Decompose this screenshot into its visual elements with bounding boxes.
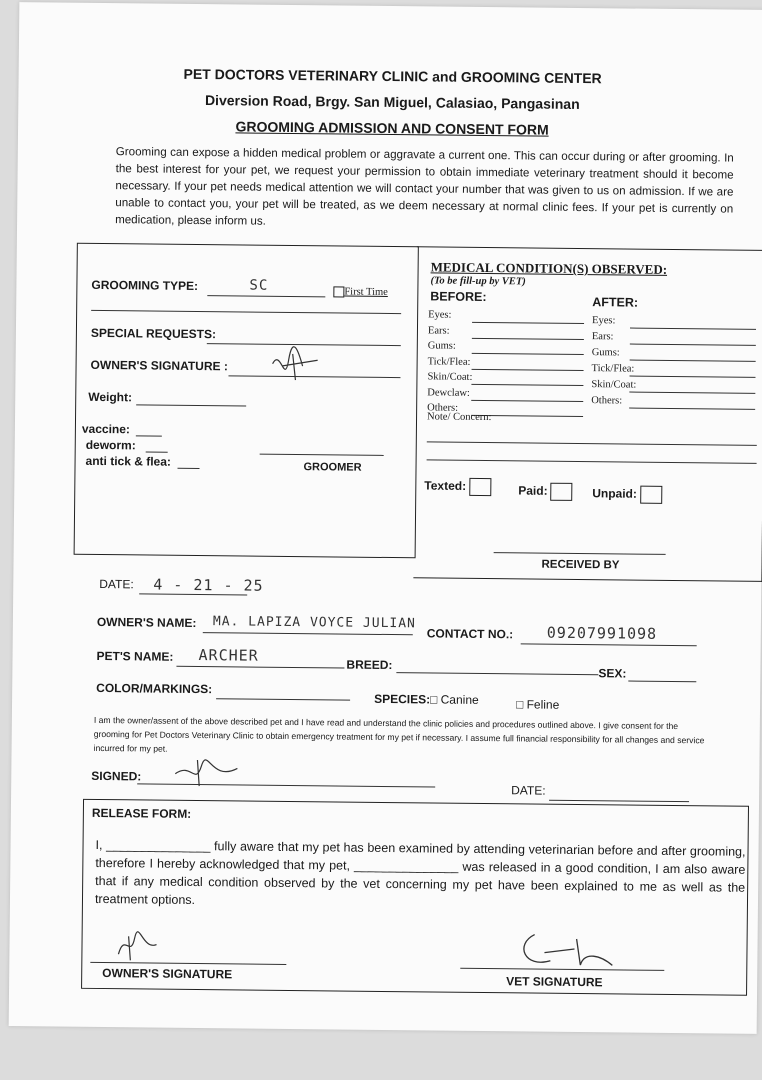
- before-item-label: Gums:: [427, 340, 456, 352]
- owner-name-label: OWNER'S NAME:: [96, 614, 197, 630]
- before-label: BEFORE:: [430, 289, 487, 305]
- before-item-field[interactable]: [471, 384, 583, 386]
- special-requests-label: SPECIAL REQUESTS:: [90, 325, 217, 342]
- after-item-label: Tick/Flea:: [591, 363, 635, 375]
- pet-name-label: PET'S NAME:: [96, 648, 174, 664]
- owner-name-value[interactable]: MA. LAPIZA VOYCE JULIAN: [212, 614, 416, 632]
- date-value[interactable]: 4 - 21 - 25: [153, 575, 264, 595]
- form-title: GROOMING ADMISSION AND CONSENT FORM: [235, 118, 549, 138]
- release-owner-scribble: [112, 928, 162, 963]
- grooming-box: [74, 243, 419, 559]
- after-item-label: Skin/Coat:: [591, 379, 637, 391]
- unpaid-label: Unpaid:: [592, 486, 638, 501]
- vaccine-field[interactable]: [136, 435, 162, 436]
- signed-date-field[interactable]: [549, 800, 689, 802]
- release-owner-signature-field[interactable]: [90, 962, 286, 965]
- owner-signature-scribble: [262, 346, 322, 381]
- medical-box: [413, 246, 762, 582]
- before-item-label: Tick/Flea:: [427, 355, 471, 368]
- before-item-field[interactable]: [472, 337, 584, 339]
- after-item-field[interactable]: [629, 408, 755, 410]
- sex-field[interactable]: [628, 681, 696, 683]
- paid-label: Paid:: [518, 483, 548, 498]
- contact-value[interactable]: 09207991098: [546, 623, 658, 643]
- date-label: DATE:: [99, 576, 134, 592]
- clinic-address: Diversion Road, Brgy. San Miguel, Calasiao, Pangasinan: [204, 92, 580, 112]
- received-by-label: RECEIVED BY: [541, 558, 620, 572]
- signed-date-label: DATE:: [511, 783, 546, 798]
- before-item-label: Skin/Coat:: [427, 371, 473, 383]
- first-time-label: First Time: [344, 286, 388, 298]
- after-item-label: Others:: [591, 395, 623, 407]
- grooming-type-value[interactable]: SC: [249, 277, 269, 294]
- medical-subtitle: (To be fill-up by VET): [430, 275, 526, 288]
- release-owner-signature-label: OWNER'S SIGNATURE: [102, 966, 233, 982]
- owner-signature-label: OWNER'S SIGNATURE :: [90, 357, 228, 374]
- after-item-label: Eyes:: [592, 315, 616, 327]
- after-item-field[interactable]: [630, 328, 756, 330]
- weight-label: Weight:: [88, 389, 133, 405]
- release-vet-signature-label: VET SIGNATURE: [506, 974, 603, 990]
- before-item-field[interactable]: [472, 322, 584, 324]
- before-item-field[interactable]: [472, 353, 584, 355]
- breed-label: BREED:: [346, 657, 393, 673]
- deworm-field[interactable]: [146, 451, 168, 452]
- consent-paragraph: I am the owner/assent of the above described pet and I have read and understand the clinic policies and procedures outlined above. I give consent for the grooming for Pet Doctors Veterinary Clinic to obtain emergency treatment for my pet if necessary. I assume full financial responsibility for all changes and service incurred for my pet.: [93, 714, 705, 754]
- unpaid-checkbox[interactable]: [592, 485, 662, 504]
- groomer-label: GROOMER: [303, 461, 362, 474]
- after-item-field[interactable]: [630, 360, 756, 362]
- paid-checkbox[interactable]: [518, 482, 573, 501]
- note-field-1[interactable]: [427, 441, 757, 445]
- signed-label: SIGNED:: [91, 768, 142, 784]
- before-item-field[interactable]: [471, 399, 583, 401]
- sex-label: SEX:: [598, 666, 627, 681]
- note-field-2[interactable]: [427, 459, 757, 463]
- owner-name-line: [203, 632, 413, 635]
- intro-paragraph: Grooming can expose a hidden medical problem or aggravate a current one. This can occur during or after grooming. In the best interest for your pet, we request your permission to obtain immediate veterinary treatment should it become necessary. If your pet needs medical attention we will contact your number that was given to us on admission. If we are unable to contact you, your pet will be treated, as we deem necessary at normal clinic fees. If your pet is currently on medication, please inform us.: [115, 145, 734, 228]
- signed-scribble: [171, 756, 241, 787]
- texted-label: Texted:: [424, 478, 467, 493]
- form-sheet: [9, 2, 762, 1034]
- before-item-label: Dewclaw:: [427, 386, 470, 399]
- note-label: Note/ Concern:: [427, 411, 492, 424]
- species-label: SPECIES:: [374, 691, 431, 707]
- received-by-field[interactable]: [494, 552, 666, 555]
- medical-title: MEDICAL CONDITION(S) OBSERVED:: [430, 259, 668, 277]
- vaccine-label: vaccine:: [81, 421, 131, 437]
- release-title: RELEASE FORM:: [91, 805, 192, 821]
- release-paragraph: I, _______________ fully aware that my pet has been examined by attending veterinarian before and after grooming, therefore I hereby acknowledged that my pet, _______________ was released in a good condition, I am also aware that if any medical condition observed by the vet concerning my pet have been explained to me as well as the treatment options.: [94, 837, 746, 908]
- grooming-extra-line: [91, 310, 401, 314]
- after-label: AFTER:: [592, 295, 639, 310]
- after-item-field[interactable]: [629, 392, 755, 394]
- before-item-field[interactable]: [472, 368, 584, 370]
- feline-option[interactable]: □ Feline: [515, 697, 560, 712]
- breed-field[interactable]: [396, 672, 598, 675]
- pet-name-value[interactable]: ARCHER: [198, 646, 259, 665]
- anti-tick-label: anti tick & flea:: [85, 453, 172, 469]
- pet-name-line: [176, 666, 344, 669]
- clinic-name: PET DOCTORS VETERINARY CLINIC and GROOMING CENTER: [183, 65, 602, 87]
- after-item-label: Gums:: [591, 347, 620, 359]
- after-item-field[interactable]: [629, 376, 755, 378]
- before-item-label: Eyes:: [428, 309, 452, 321]
- before-item-label: Ears:: [427, 324, 450, 337]
- first-time-checkbox[interactable]: [333, 286, 388, 298]
- color-label: COLOR/MARKINGS:: [96, 680, 213, 697]
- weight-field[interactable]: [136, 404, 246, 406]
- anti-tick-field[interactable]: [178, 468, 200, 469]
- deworm-label: deworm:: [85, 437, 136, 453]
- vet-signature-scribble: [514, 924, 625, 975]
- before-item-label: Others:: [427, 402, 459, 414]
- texted-checkbox[interactable]: [424, 477, 491, 496]
- after-item-field[interactable]: [630, 344, 756, 346]
- after-item-label: Ears:: [591, 331, 614, 343]
- contact-line: [521, 643, 697, 646]
- canine-option[interactable]: □ Canine: [430, 692, 479, 707]
- grooming-type-label: GROOMING TYPE:: [91, 277, 199, 293]
- color-field[interactable]: [216, 698, 350, 700]
- release-box: [81, 799, 749, 996]
- grooming-type-line: [207, 295, 325, 297]
- groomer-signature-field[interactable]: [260, 454, 384, 456]
- contact-label: CONTACT NO.:: [426, 626, 514, 642]
